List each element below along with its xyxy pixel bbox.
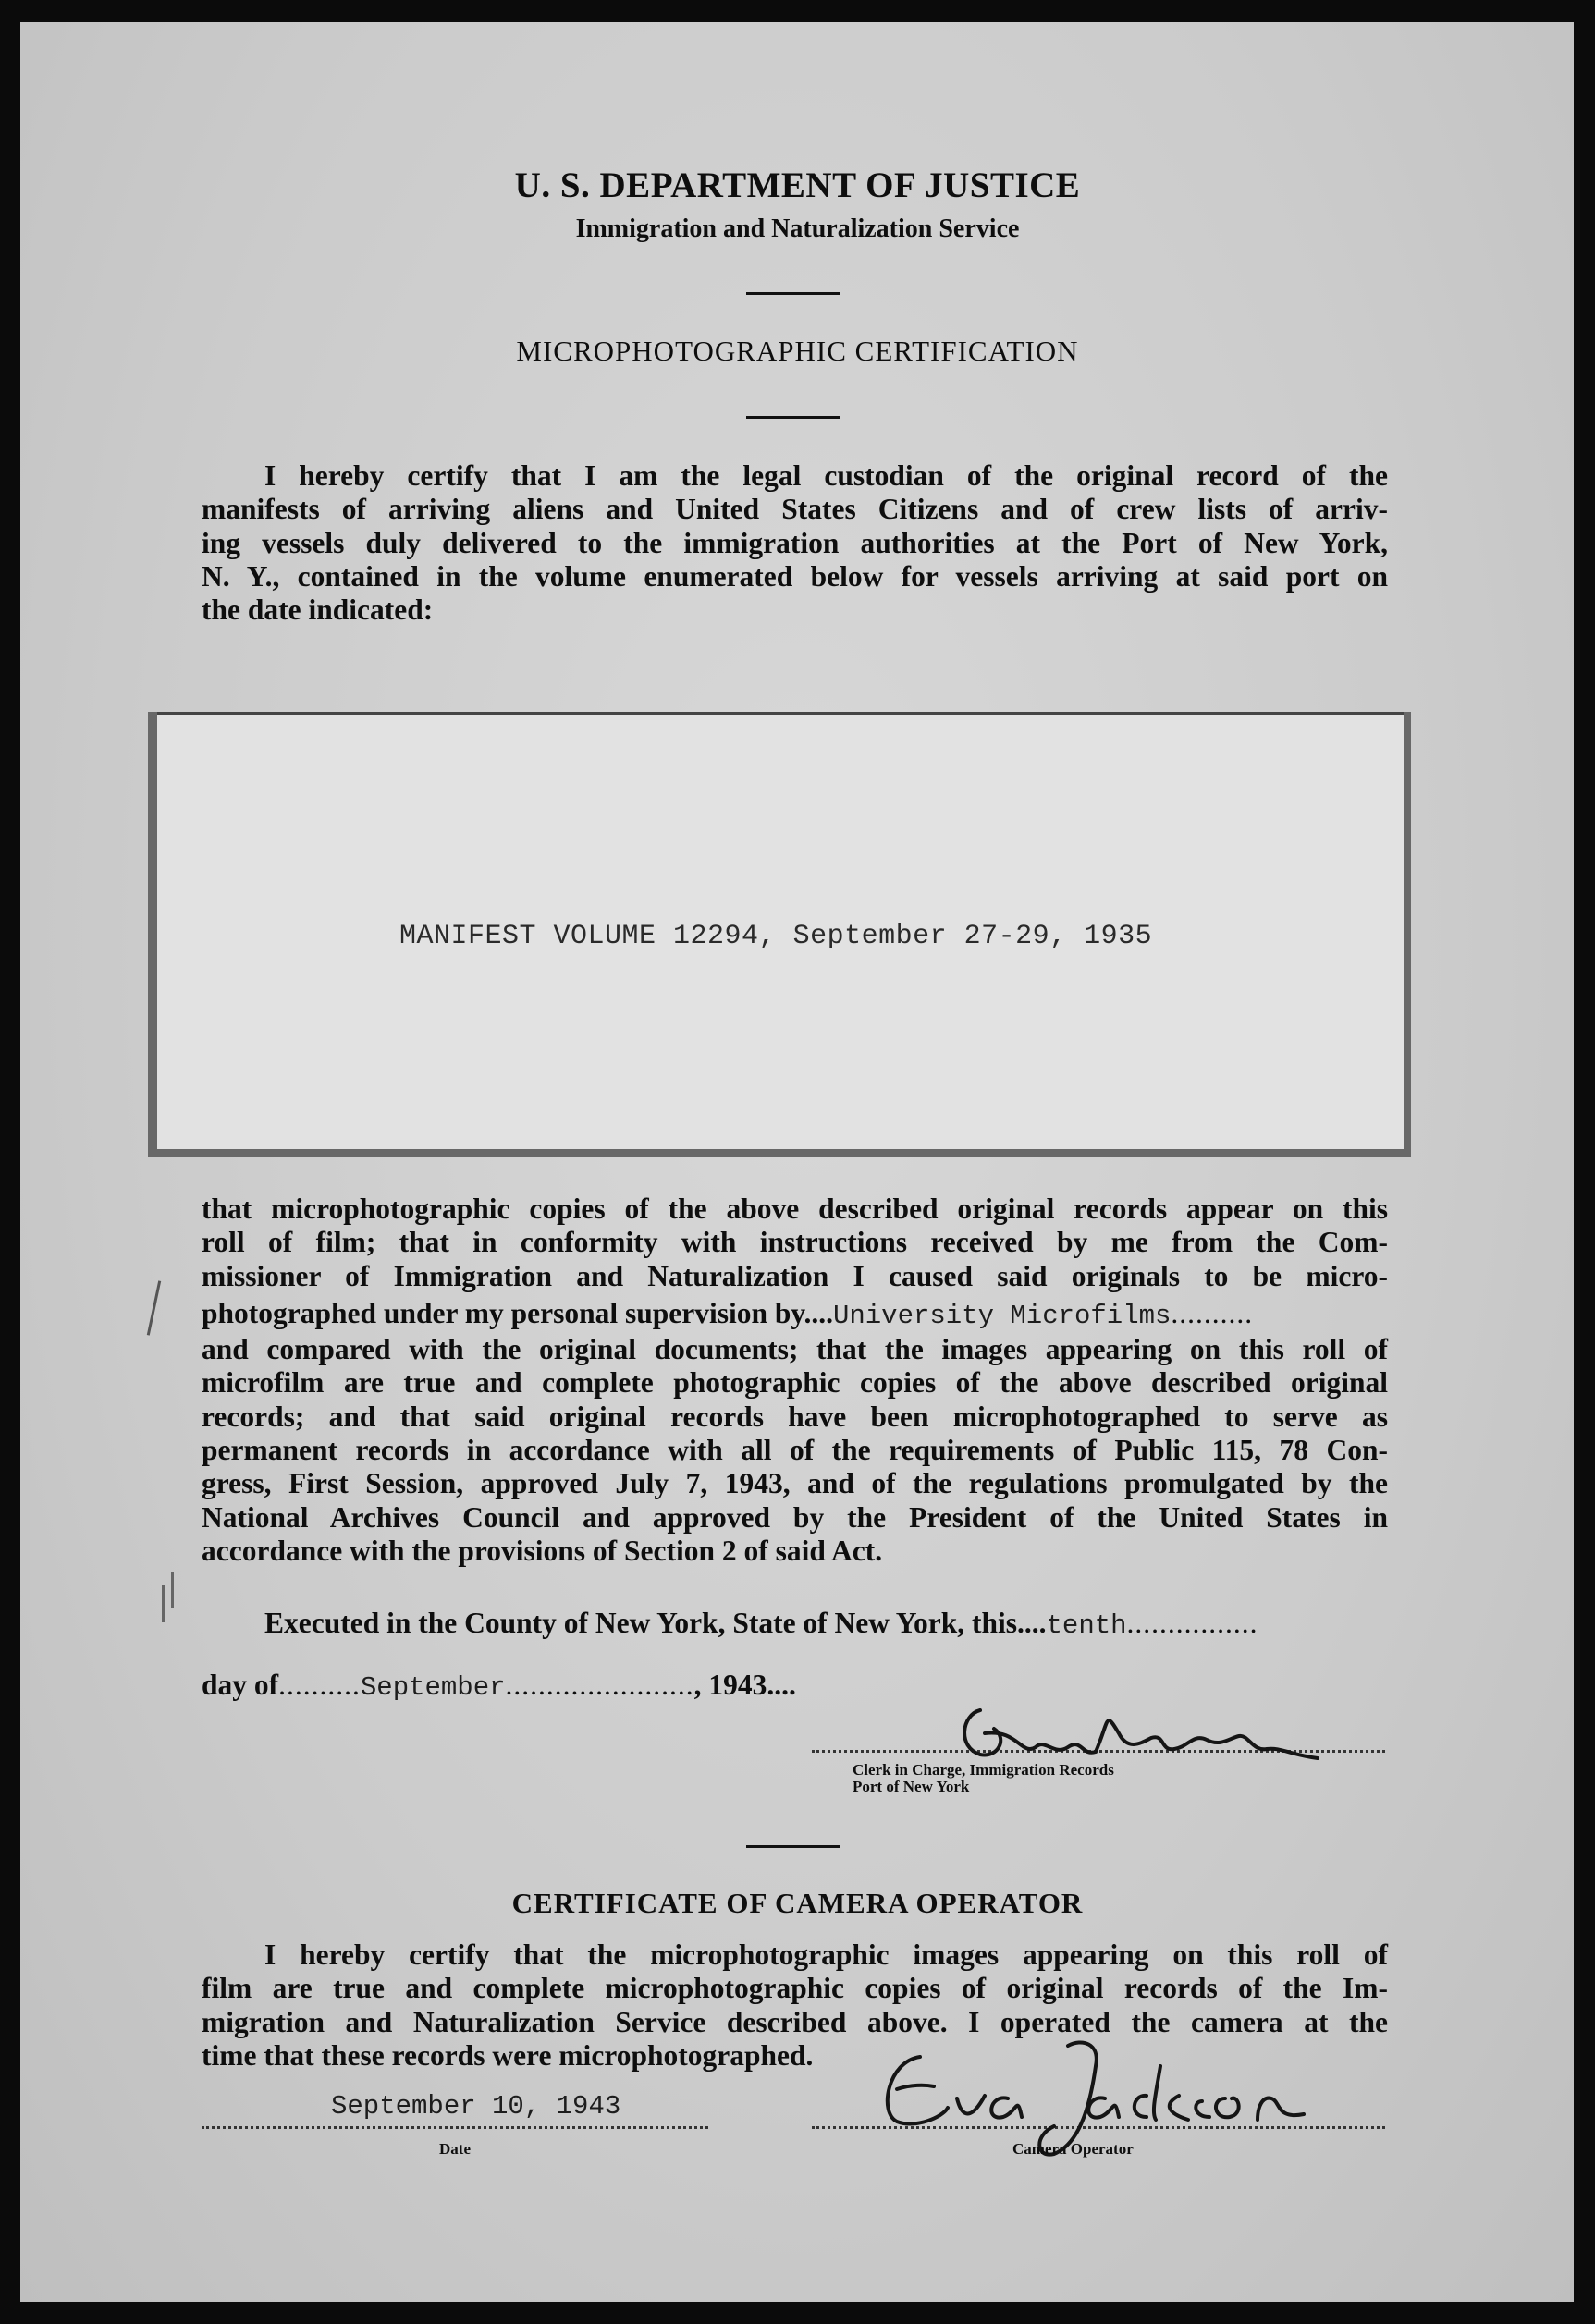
paragraph-line: missioner of Immigration and Naturalization I caused said originals to be micro- (202, 1259, 1388, 1292)
divider-rule (746, 292, 840, 295)
execution-line (202, 1607, 1388, 1643)
paragraph-line: ing vessels duly delivered to the immigration authorities at the Port of New York, (202, 526, 1388, 559)
paragraph-line: I hereby certify that I am the legal custodian of the original record of the (264, 459, 1388, 492)
paragraph-line: that microphotographic copies of the above described original records appear on this (202, 1193, 1388, 1225)
execution-day-value: tenth (1046, 1610, 1127, 1641)
day-of-label: day of (202, 1669, 279, 1701)
paragraph-line: roll of film; that in conformity with instructions received by me from the Com- (202, 1226, 1388, 1259)
intro-paragraph (202, 459, 1388, 627)
supervision-prefix: photographed under my personal supervision by.... (202, 1296, 833, 1329)
certification-title: MICROPHOTOGRAPHIC CERTIFICATION (516, 335, 1079, 367)
body-paragraph (202, 1193, 1388, 1568)
service-subheading: Immigration and Naturalization Service (575, 214, 1020, 243)
paragraph-line: the date indicated: (202, 593, 434, 627)
paragraph-line: time that these records were microphotographed. (202, 2038, 814, 2072)
camera-date-value: September 10, 1943 (331, 2091, 621, 2122)
supervision-line (202, 1297, 1388, 1333)
department-heading: U. S. DEPARTMENT OF JUSTICE (514, 165, 1081, 205)
operator-label: Camera Operator (1012, 2140, 1134, 2158)
paragraph-line: film are true and complete microphotographic copies of original records of the Im- (202, 1972, 1388, 2005)
clerk-title: Clerk in Charge, Immigration Records (853, 1761, 1114, 1779)
supervision-value: University Microfilms (832, 1300, 1172, 1331)
paragraph-line: N. Y., contained in the volume enumerated below for vessels arriving at said port on (202, 559, 1388, 593)
divider-rule (746, 416, 840, 419)
clerk-port: Port of New York (853, 1778, 970, 1795)
paragraph-line: manifests of arriving aliens and United States Citizens and of crew lists of arriv- (202, 493, 1388, 526)
day-of-dots: .......... (278, 1669, 361, 1701)
execution-prefix: Executed in the County of New York, State of New York, this.... (264, 1607, 1047, 1639)
divider-rule (746, 1845, 840, 1848)
paragraph-line: and compared with the original documents; that the images appearing on this roll of (202, 1333, 1388, 1366)
paragraph-line: I hereby certify that the microphotographic images appearing on this roll of (264, 1939, 1388, 1971)
paragraph-line: gress, First Session, approved July 7, 1943, and of the regulations promulgated by the (202, 1467, 1388, 1500)
month-value: September (360, 1672, 506, 1703)
execution-dots: ................ (1126, 1607, 1258, 1639)
year-text: , 1943.... (693, 1669, 796, 1701)
paragraph-line: accordance with the provisions of Section 2 of said Act. (202, 1534, 883, 1567)
paragraph-line: National Archives Council and approved by the President of the United States in (202, 1500, 1388, 1534)
manifest-volume-text: MANIFEST VOLUME 12294, September 27-29, 1935 (399, 921, 1153, 952)
paragraph-line: permanent records in accordance with all of the requirements of Public 115, 78 Con- (202, 1434, 1388, 1467)
margin-mark (162, 1585, 165, 1622)
margin-mark (171, 1572, 174, 1608)
paragraph-line: microfilm are true and complete photographic copies of the above described original (202, 1366, 1388, 1400)
day-of-line (202, 1669, 867, 1705)
supervision-dots: .......... (1171, 1296, 1254, 1329)
paragraph-line: migration and Naturalization Service described above. I operated the camera at the (202, 2005, 1388, 2038)
paragraph-line: records; and that said original records have been microphotographed to serve as (202, 1400, 1388, 1433)
month-dots: ....................... (505, 1669, 694, 1701)
date-label: Date (439, 2140, 471, 2158)
camera-certificate-title: CERTIFICATE OF CAMERA OPERATOR (511, 1887, 1084, 1919)
date-signature-line (202, 2126, 708, 2129)
